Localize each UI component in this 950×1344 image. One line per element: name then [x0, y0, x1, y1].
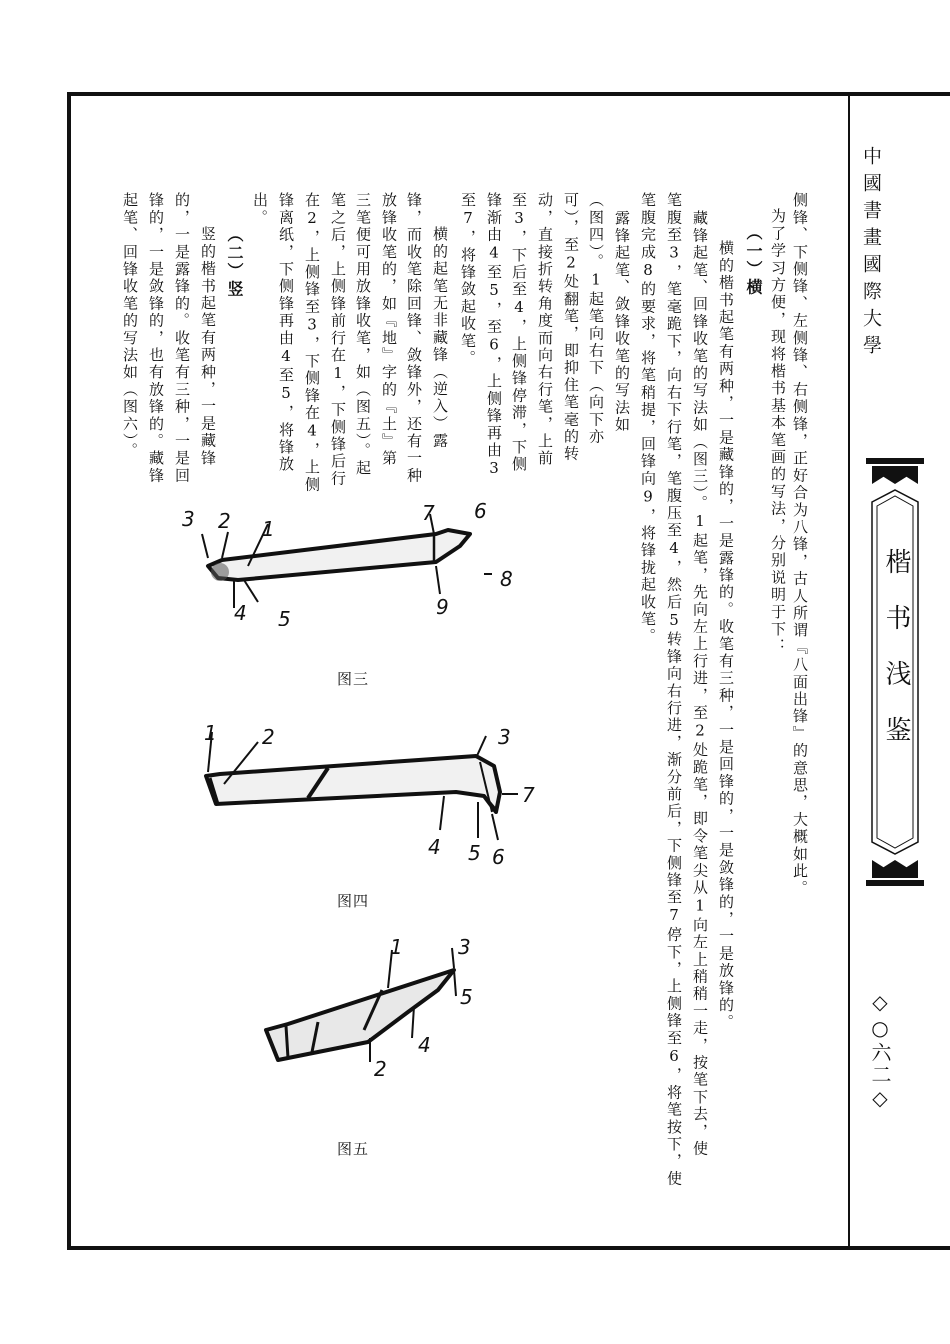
fig4-label: 3 [498, 725, 511, 749]
text-column: 锋的，一是敛锋的，也有放锋的。藏锋 [147, 192, 165, 485]
text-column: 笔腹至3，笔毫跪下，向右下行笔，笔腹压至4，然后5转锋向右行进，渐分前后，下侧锋至7停下，上侧锋至6，将笔按下，使 [665, 192, 683, 1188]
fig3-label: 8 [500, 567, 513, 591]
fig4-label: 1 [204, 722, 217, 745]
text-column: 起笔、回锋收笔的写法如（图六）。 [121, 192, 139, 460]
fig3-label: 2 [218, 509, 231, 533]
figure-4-stroke-diagram [196, 722, 556, 872]
fig4-label: 4 [428, 835, 441, 859]
text-column: （图四）。1起笔向右下（向下亦 [587, 192, 605, 446]
fig5-label: 3 [458, 935, 471, 959]
text-column: 横的起笔无非藏锋（逆入）露 [431, 226, 449, 450]
text-column: 侧锋、下侧锋、左侧锋、右侧锋，正好合为八锋，古人所谓『八面出锋』的意思，大概如此。 [791, 192, 809, 898]
text-column: 的，一是露锋的。收笔有三种，一是回 [173, 192, 191, 485]
text-column: 锋渐由4至5，至6，上侧锋再由3 [485, 192, 503, 480]
fig5-label: 2 [374, 1057, 387, 1081]
text-column: 横的楷书起笔有两种，一是藏锋的，一是露锋的。收笔有三种，一是回锋的，一是敛锋的，一是放锋的。 [717, 240, 735, 1032]
text-column: 竖的楷书起笔有两种，一是藏锋 [199, 226, 217, 467]
text-column: 为了学习方便，现将楷书基本笔画的写法，分别说明于下： [769, 208, 787, 656]
title-top-bar [866, 458, 924, 464]
text-column: 至3，下后至4，上侧锋停滞，下侧 [510, 192, 528, 474]
text-column: 锋离纸，下侧锋再由4至5，将锋放 [277, 192, 295, 474]
book-title: 楷书浅鉴 [881, 548, 911, 772]
figure-3-caption: 图三 [337, 670, 370, 688]
text-column: 笔腹完成8的要求，将笔稍提，回锋向9，将锋拢起收笔。 [639, 192, 657, 646]
text-column: 藏锋起笔、回锋收笔的写法如（图三）。1起笔，先向左上行进，至2处跪笔，即令笔尖从1向左上稍稍一走，按笔下去，使 [691, 210, 709, 1158]
fig4-label: 5 [468, 841, 481, 865]
fig5-label: 1 [390, 935, 403, 959]
fig5-label: 5 [460, 985, 473, 1009]
fig3-label: 6 [474, 499, 487, 523]
text-column: 至7，将锋敛起收笔。 [459, 192, 477, 367]
fig3-label: 5 [278, 607, 291, 626]
figure-3-stroke-diagram [178, 496, 538, 626]
text-column: 可），至2处翻笔，即抑住笔毫的转 [562, 192, 580, 463]
section-heading: （一）横 [744, 224, 763, 297]
text-column: 笔之后，上侧锋前行在1，下侧锋后行 [329, 192, 347, 488]
fig4-label: 2 [262, 725, 275, 749]
university-header: 中國書畫國際大學 [860, 146, 882, 362]
fig3-label: 3 [182, 507, 195, 531]
fig4-label: 7 [522, 783, 535, 807]
fig4-label: 6 [492, 845, 505, 869]
figure-4-caption: 图四 [337, 892, 370, 910]
fig3-label: 4 [234, 601, 247, 625]
fig3-label: 9 [436, 595, 449, 619]
text-column: 放锋收笔的，如『地』字的『土』第 [380, 192, 398, 468]
text-column: 露锋起笔、敛锋收笔的写法如 [613, 210, 631, 434]
text-column: 动，直接折转角度而向右行笔，上前 [536, 192, 554, 468]
text-column: 出。 [251, 192, 269, 227]
figure-5-caption: 图五 [337, 1140, 370, 1158]
fig3-label: 7 [422, 501, 435, 525]
title-bottom-bar [866, 880, 924, 886]
figure-5-stroke-diagram [258, 934, 498, 1084]
text-column: 锋，而收笔除回锋、敛锋外，还有一种 [405, 192, 423, 485]
text-column: 三笔便可用放锋收笔，如（图五）。起 [354, 192, 372, 477]
fig5-label: 4 [418, 1033, 431, 1057]
page-number: ◇○六二◇ [868, 990, 892, 1112]
fig3-label: 1 [262, 517, 275, 541]
section-heading: （二）竖 [225, 226, 244, 299]
margin-rule [848, 96, 850, 1246]
text-column: 在2，上侧锋至3，下侧锋在4，上侧 [303, 192, 321, 494]
